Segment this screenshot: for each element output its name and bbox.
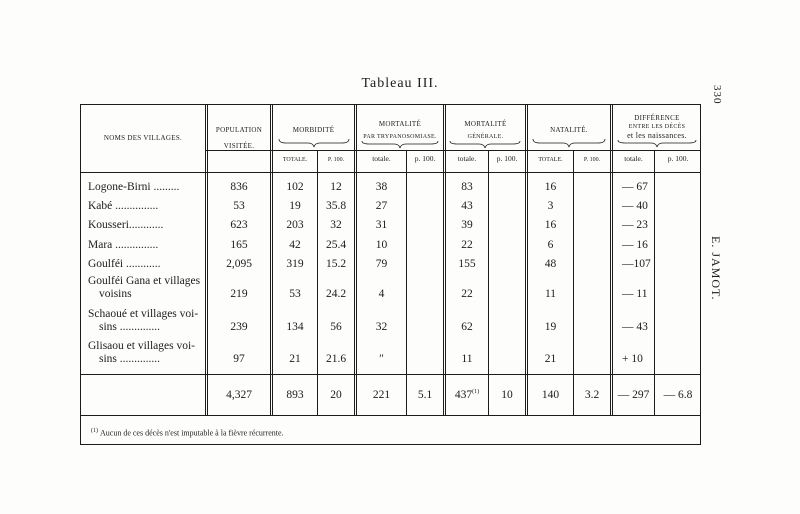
table-cell: 15.2 xyxy=(325,258,347,270)
table-cell: 155 xyxy=(458,258,476,270)
header-morbidite: MORBIDITÉ xyxy=(292,126,335,134)
header-natalite: NATALITÉ. xyxy=(550,126,588,134)
subheader-mortalite-gen-totale: totale. xyxy=(457,154,477,163)
total-cell: 437$^{(1)}$ xyxy=(454,389,480,401)
table-cell: 6 xyxy=(547,239,554,251)
table-cell: — 23 xyxy=(622,219,648,231)
table-cell: 24.2 xyxy=(325,288,347,300)
brace-icon xyxy=(361,140,439,149)
table-cell: 43 xyxy=(461,200,473,212)
table-cell: 239 xyxy=(230,321,248,333)
table-cell: 16 xyxy=(544,219,557,231)
village-name: Logone-Birni ......... xyxy=(88,181,180,193)
village-name: Mara ............... xyxy=(88,239,159,251)
table-cell: —107 xyxy=(622,258,651,270)
table-cell: 134 xyxy=(286,321,304,333)
village-name: Kousseri............ xyxy=(88,219,164,231)
running-head: E. JAMOT. xyxy=(709,236,723,301)
village-name: sins .............. xyxy=(99,321,161,333)
table-cell: 31 xyxy=(375,219,388,231)
subheader-morbidite-totale: TOTALE. xyxy=(282,157,308,163)
table-cell: 35.8 xyxy=(325,200,347,212)
table-cell: 3 xyxy=(547,200,554,212)
data-table xyxy=(80,104,701,445)
table-cell: + 10 xyxy=(622,353,643,365)
total-cell: 3.2 xyxy=(584,389,600,401)
subheader-mortalite-tryp-p100: p. 100. xyxy=(414,154,436,163)
village-name: Kabé ............... xyxy=(88,200,159,212)
village-name: sins .............. xyxy=(99,353,161,365)
subcolumn-rule xyxy=(573,150,574,415)
total-cell: — 6.8 xyxy=(663,389,693,401)
table-cell: 836 xyxy=(230,181,248,193)
footnote: $^{(1)}$ Aucun de ces décès n'est imputable à la fièvre récurrente. xyxy=(91,428,284,438)
header-bottom-rule xyxy=(81,172,701,173)
table-cell: 16 xyxy=(544,181,557,193)
brace-icon xyxy=(449,140,521,149)
total-cell: 5.1 xyxy=(417,389,433,401)
subheader-mortalite-tryp-totale: totale. xyxy=(372,154,391,163)
table-cell: — 67 xyxy=(622,181,648,193)
totals-top-rule xyxy=(81,374,701,375)
table-cell: 32 xyxy=(330,219,342,231)
village-name: Schaoué et villages voi- xyxy=(88,308,199,320)
table-cell: 83 xyxy=(461,181,473,193)
header-difference: DIFFÉRENCE ENTRE LES DÉCÈS et les naissances. xyxy=(627,114,687,140)
table-cell: 21 xyxy=(544,353,557,365)
table-cell: 42 xyxy=(289,239,301,251)
table-cell: — 16 xyxy=(622,239,648,251)
table-cell: 4 xyxy=(378,288,385,300)
village-name: Glisaou et villages voi- xyxy=(88,340,195,352)
brace-icon xyxy=(532,138,606,148)
table-cell: 165 xyxy=(230,239,248,251)
total-cell: — 297 xyxy=(617,389,650,401)
subcolumn-rule xyxy=(488,150,489,415)
total-cell: 4,327 xyxy=(226,389,252,401)
village-name: Goulféi ............ xyxy=(88,258,161,270)
subheader-natalite-totale: TOTALE. xyxy=(538,157,563,163)
table-cell: 56 xyxy=(330,321,342,333)
subheader-morbidite-p100: P. 100. xyxy=(327,157,345,163)
header-population: POPULATION VISITÉE. xyxy=(215,126,263,150)
village-name: voisins xyxy=(99,288,132,300)
page-number: 330 xyxy=(711,85,723,105)
table-cell: 39 xyxy=(461,219,473,231)
table-cell: 53 xyxy=(233,200,245,212)
header-mortalite-generale: MORTALITÉ GÉNÉRALE. xyxy=(464,120,507,140)
table-cell: 62 xyxy=(461,321,473,333)
subheader-natalite-p100: P. 100. xyxy=(583,157,601,163)
total-cell: 10 xyxy=(501,389,513,401)
subheader-rule xyxy=(206,150,701,151)
table-cell: 19 xyxy=(544,321,557,333)
table-cell: 27 xyxy=(375,200,388,212)
table-cell: 25.4 xyxy=(325,239,347,251)
subheader-difference-p100: p. 100. xyxy=(667,154,689,163)
table-cell: 21 xyxy=(289,353,301,365)
table-cell: — 11 xyxy=(622,288,648,300)
total-cell: 20 xyxy=(330,389,342,401)
subcolumn-rule xyxy=(406,150,407,415)
table-cell: 219 xyxy=(230,288,248,300)
header-mortalite-trypanosomiase: MORTALITÉ PAR TRYPANOSOMIASE. xyxy=(363,120,437,140)
table-cell: 79 xyxy=(375,258,388,270)
table-cell: 53 xyxy=(289,288,301,300)
table-cell: — 43 xyxy=(622,321,648,333)
table-cell: 2,095 xyxy=(226,258,252,270)
total-cell: 140 xyxy=(541,389,560,401)
table-cell: 203 xyxy=(286,219,304,231)
table-cell: 32 xyxy=(375,321,388,333)
table-cell: 19 xyxy=(289,200,301,212)
table-cell: 97 xyxy=(233,353,245,365)
table-cell: ″ xyxy=(379,353,384,365)
table-cell: 12 xyxy=(330,181,342,193)
table-cell: 11 xyxy=(461,353,473,365)
table-cell: 319 xyxy=(286,258,304,270)
table-cell: 48 xyxy=(544,258,557,270)
table-cell: 11 xyxy=(544,288,557,300)
subheader-difference-totale: totale. xyxy=(624,154,643,163)
table-cell: 102 xyxy=(286,181,304,193)
table-cell: 22 xyxy=(461,288,473,300)
table-cell: 10 xyxy=(375,239,388,251)
subheader-mortalite-gen-p100: p. 100. xyxy=(496,154,518,163)
brace-icon xyxy=(617,139,697,148)
subcolumn-rule xyxy=(654,150,655,415)
table-cell: 623 xyxy=(230,219,248,231)
total-cell: 221 xyxy=(372,389,391,401)
table-cell: 21.6 xyxy=(325,353,347,365)
table-cell: 22 xyxy=(461,239,473,251)
totals-bottom-rule xyxy=(81,415,701,416)
village-name: Goulféi Gana et villages xyxy=(88,275,201,287)
total-cell: 893 xyxy=(286,389,304,401)
header-villages: NOMS DES VILLAGES. xyxy=(103,134,183,142)
brace-icon xyxy=(278,138,350,148)
table-cell: 38 xyxy=(375,181,388,193)
table-title: Tableau III. xyxy=(361,76,439,91)
table-cell: — 40 xyxy=(622,200,648,212)
